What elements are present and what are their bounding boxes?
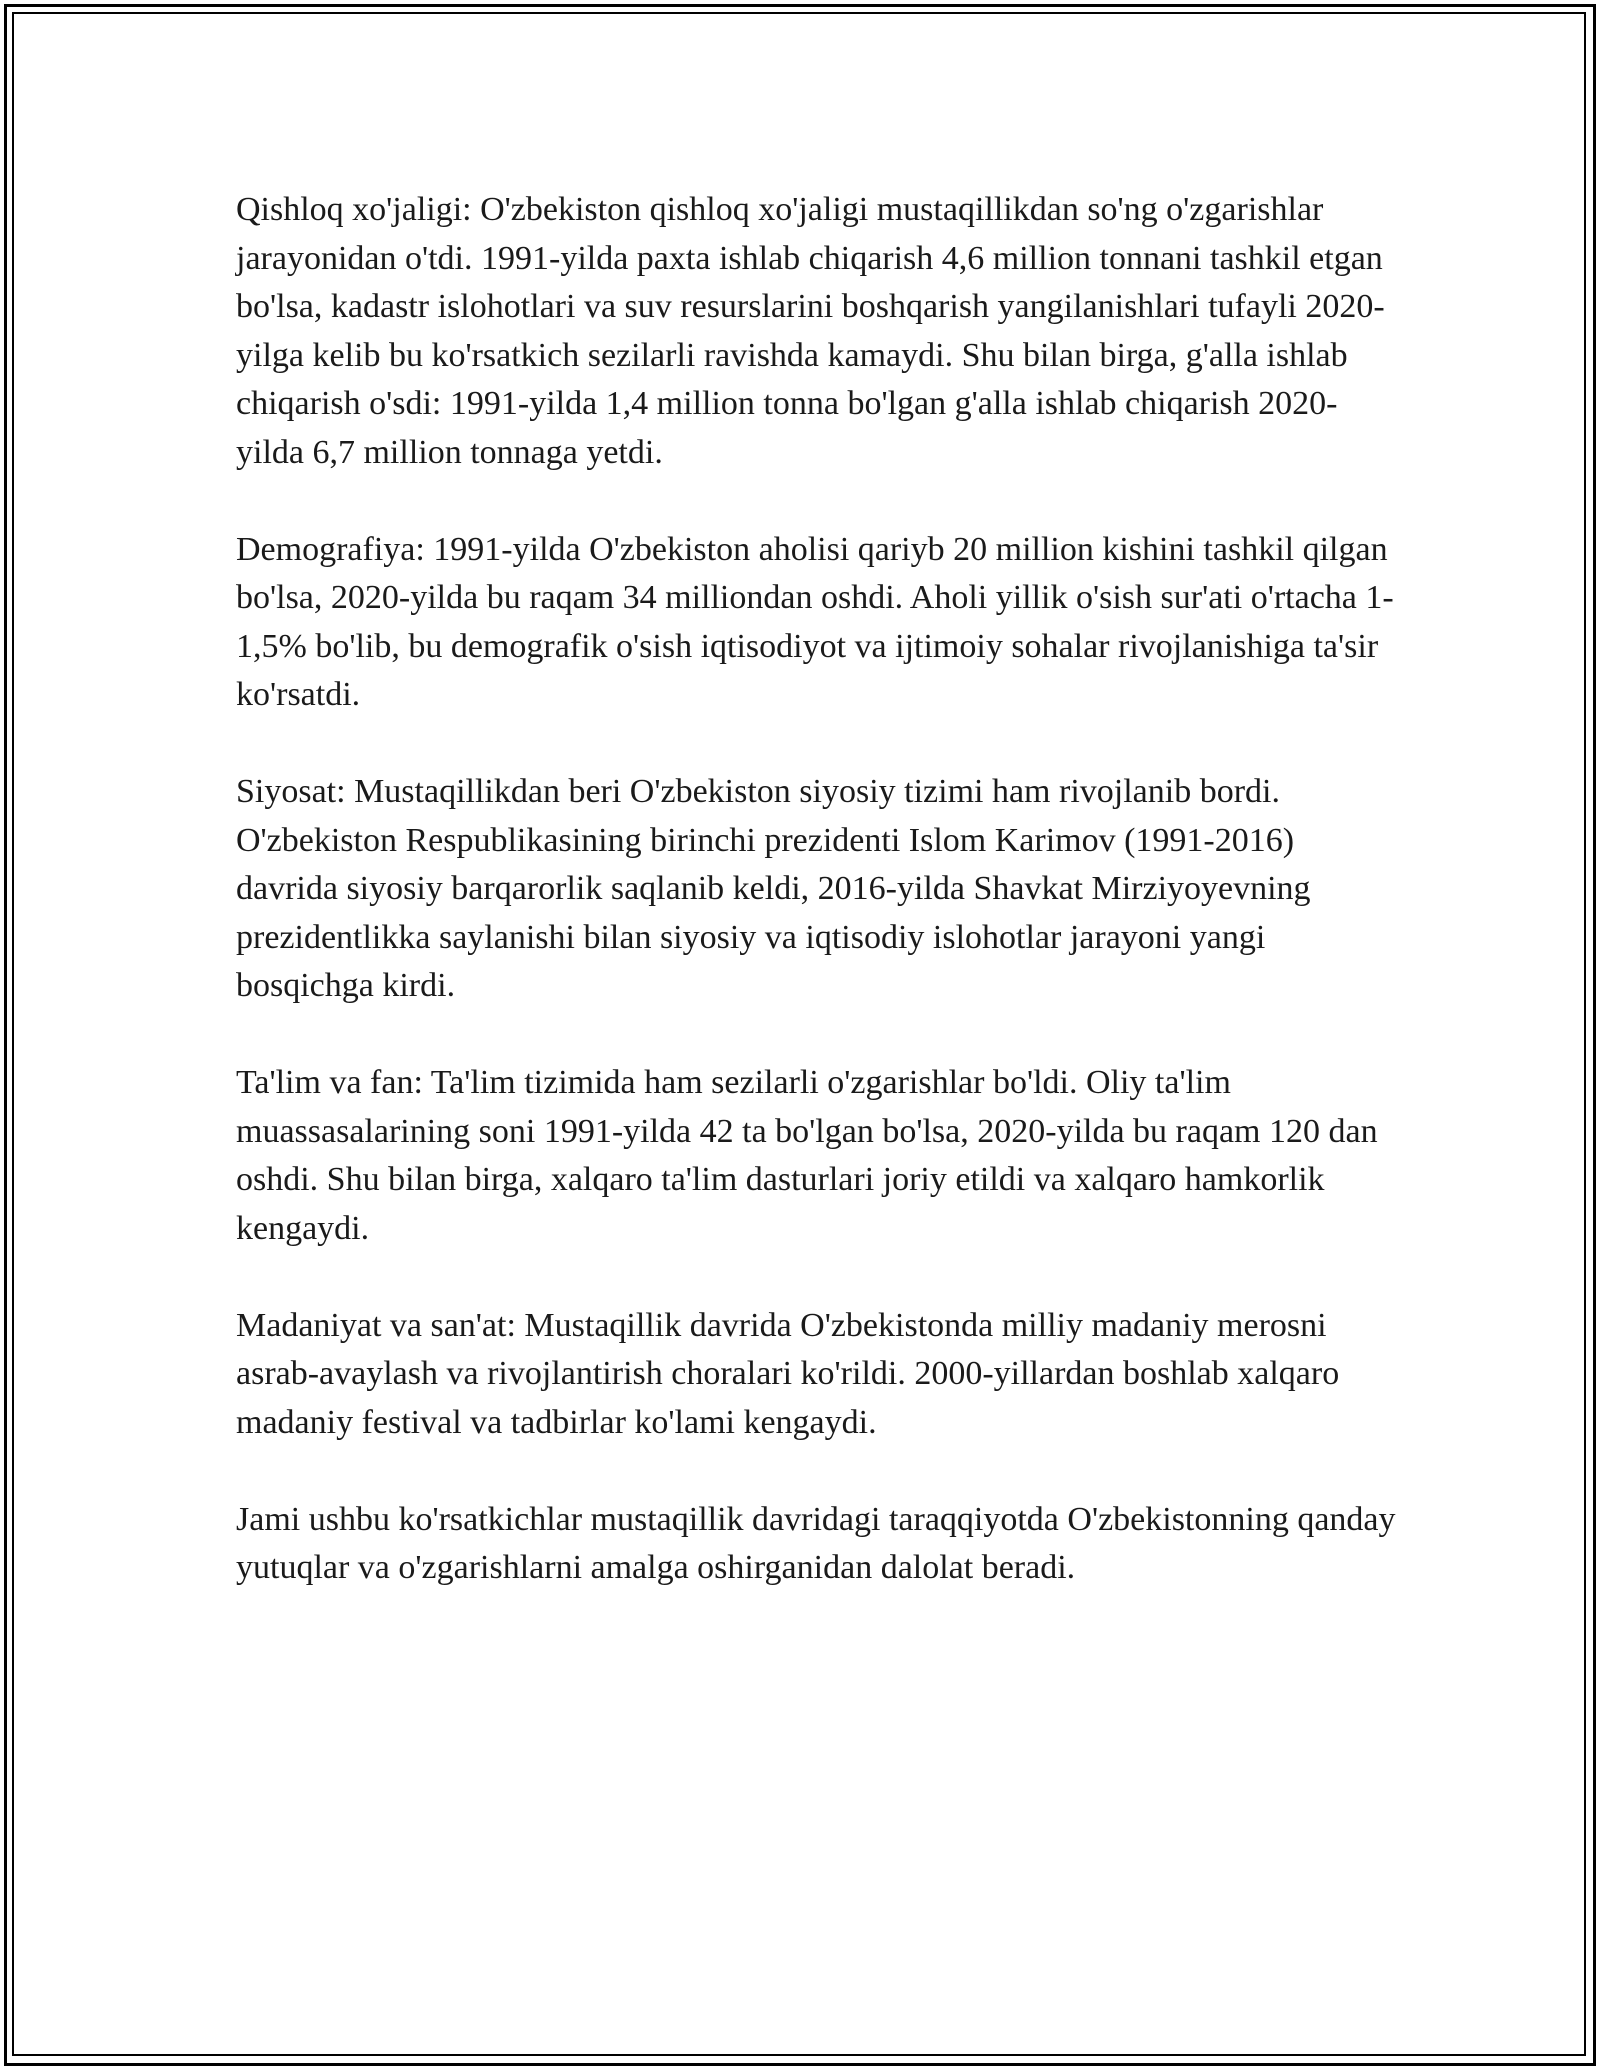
document-body <box>236 186 1396 1593</box>
paragraph-culture: Madaniyat va san'at: Mustaqillik davrida O'zbekistonda milliy madaniy merosni asrab-avaylash va rivojlantirish choralari ko'rildi. 2000-yillardan boshlab xalqaro madaniy festival va tadbirlar ko'lami kengaydi. <box>236 1306 1340 1441</box>
paragraph-conclusion: Jami ushbu ko'rsatkichlar mustaqillik davridagi taraqqiyotda O'zbekistonning qanday yutuqlar va o'zgarishlarni amalga oshirganidan dalolat beradi. <box>236 1500 1396 1586</box>
paragraph-demography: Demografiya: 1991-yilda O'zbekiston aholisi qariyb 20 million kishini tashkil qilgan bo'lsa, 2020-yilda bu raqam 34 milliondan oshdi. Aholi yillik o'sish sur'ati o'rtacha 1-1,5% bo'lib, bu demografik o'sish iqtisodiyot va ijtimoiy sohalar rivojlanishiga ta'sir ko'rsatdi. <box>236 530 1394 713</box>
paragraph-agriculture: Qishloq xo'jaligi: O'zbekiston qishloq xo'jaligi mustaqillikdan so'ng o'zgarishlar jarayonidan o'tdi. 1991-yilda paxta ishlab chiqarish 4,6 million tonnani tashkil etgan bo'lsa, kadastr islohotlari va suv resurslarini boshqarish yangilanishlari tufayli 2020-yilga kelib bu ko'rsatkich sezilarli ravishda kamaydi. Shu bilan birga, g'alla ishlab chiqarish o'sdi: 1991-yilda 1,4 million tonna bo'lgan g'alla ishlab chiqarish 2020-yilda 6,7 million tonnaga yetdi. <box>236 191 1385 471</box>
paragraph-politics: Siyosat: Mustaqillikdan beri O'zbekiston siyosiy tizimi ham rivojlanib bordi. O'zbekiston Respublikasining birinchi prezidenti Islom Karimov (1991-2016) davrida siyosiy barqarorlik saqlanib keldi, 2016-yilda Shavkat Mirziyoyevning prezidentlikka saylanishi bilan siyosiy va iqtisodiy islohotlar jarayoni yangi bosqichga kirdi. <box>236 773 1311 1004</box>
paragraph-education: Ta'lim va fan: Ta'lim tizimida ham sezilarli o'zgarishlar bo'ldi. Oliy ta'lim muassasalarining soni 1991-yilda 42 ta bo'lgan bo'lsa, 2020-yilda bu raqam 120 dan oshdi. Shu bilan birga, xalqaro ta'lim dasturlari joriy etildi va xalqaro hamkorlik kengaydi. <box>236 1064 1378 1247</box>
